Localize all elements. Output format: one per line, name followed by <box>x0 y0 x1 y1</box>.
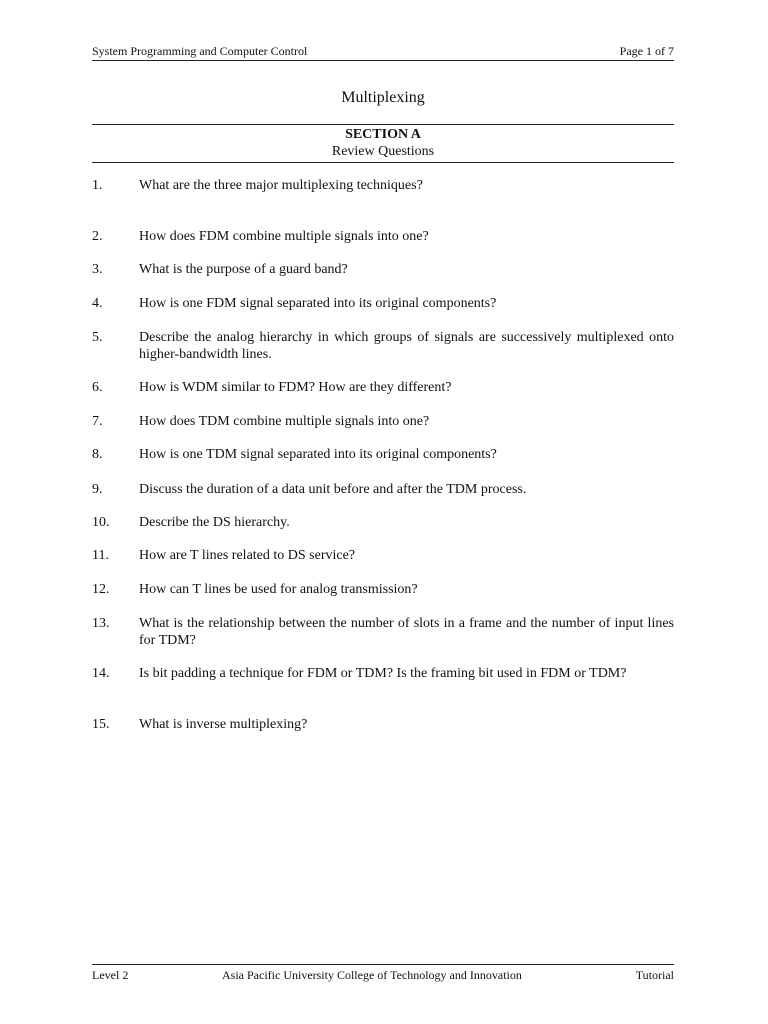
page-number: Page 1 of 7 <box>619 44 674 58</box>
question-text: How is one FDM signal separated into its original components? <box>139 296 497 311</box>
question-number: 14. <box>92 666 110 681</box>
question-number: 15. <box>92 717 110 732</box>
question-text: How is WDM similar to FDM? How are they different? <box>139 380 452 395</box>
question-text: How does TDM combine multiple signals into one? <box>139 414 430 429</box>
section-subtitle: Review Questions <box>331 144 435 159</box>
course-title: System Programming and Computer Control <box>92 44 308 58</box>
question-text: Describe the DS hierarchy. <box>139 515 290 530</box>
question-text: What is the purpose of a guard band? <box>139 262 348 277</box>
page-footer <box>92 964 674 981</box>
question-number: 13. <box>92 616 110 631</box>
question-number: 5. <box>92 330 103 345</box>
footer-level: Level 2 <box>92 968 129 982</box>
question-text: How does FDM combine multiple signals into one? <box>139 229 429 244</box>
question-number: 1. <box>92 178 103 193</box>
question-number: 2. <box>92 229 103 244</box>
question-text: How are T lines related to DS service? <box>139 548 356 563</box>
question-number: 9. <box>92 482 103 497</box>
section-title: SECTION A <box>345 127 421 142</box>
document-title: Multiplexing <box>341 89 425 106</box>
question-text: What are the three major multiplexing techniques? <box>139 178 423 193</box>
question-number: 4. <box>92 296 103 311</box>
question-number: 11. <box>92 548 109 563</box>
question-number: 8. <box>92 447 103 462</box>
question-number: 10. <box>92 515 110 530</box>
question-text: Discuss the duration of a data unit before and after the TDM process. <box>139 482 527 497</box>
footer-type: Tutorial <box>635 968 674 982</box>
question-text: How is one TDM signal separated into its original components? <box>139 447 497 462</box>
question-text: Describe the analog hierarchy in which groups of signals are successively multiplexed onto higher-bandwidth lines. <box>139 330 674 362</box>
question-text: How can T lines be used for analog transmission? <box>139 582 418 597</box>
section-heading <box>92 124 674 163</box>
question-text: What is inverse multiplexing? <box>139 717 308 732</box>
question-number: 7. <box>92 414 103 429</box>
question-number: 3. <box>92 262 103 277</box>
footer-institution: Asia Pacific University College of Technology and Innovation <box>222 968 522 982</box>
question-number: 12. <box>92 582 110 597</box>
page-header <box>92 44 674 61</box>
question-number: 6. <box>92 380 103 395</box>
question-text: What is the relationship between the number of slots in a frame and the number of input lines for TDM? <box>139 616 674 648</box>
question-text: Is bit padding a technique for FDM or TDM? Is the framing bit used in FDM or TDM? <box>139 666 627 681</box>
